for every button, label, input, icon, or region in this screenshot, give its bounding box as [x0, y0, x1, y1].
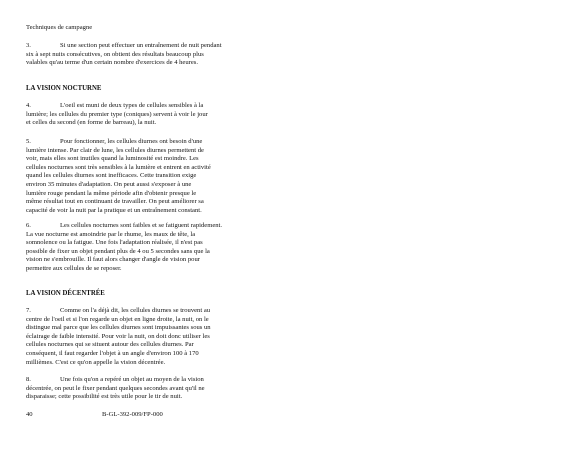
paragraph-line-text: lumière intense. Par clair de lune, les cellules diurnes permettent de [26, 146, 204, 154]
paragraph-line-text: La vue nocturne est amoindrie par le rhume, les maux de tête, la [26, 230, 196, 238]
paragraph-line [26, 164, 262, 173]
paragraph-line-text: conséquent, il faut regarder l'objet à un angle d'environ 100 à 170 [26, 349, 199, 357]
paragraph-line [26, 316, 262, 325]
paragraph-7 [26, 307, 262, 367]
paragraph-number: 4. [26, 102, 31, 109]
paragraph-line-text: même résultat tout en continuant de travailler. On peut améliorer sa [26, 198, 204, 206]
paragraph-line-text: vision ne s'embrouille. Il faut alors changer d'angle de vision pour [26, 256, 200, 264]
paragraph-line-text: voir, mais elles sont inutiles quand la luminosité est moindre. Les [26, 155, 199, 163]
paragraph-line-text: valables qu'au terme d'un certain nombre d'exercices de 4 heures. [26, 59, 198, 67]
paragraph-line [26, 248, 262, 257]
paragraph-line-text: Pour fonctionner, les cellules diurnes ont besoin d'une [60, 138, 203, 145]
paragraph-line-text: permettre aux cellules de se reposer. [26, 264, 122, 272]
paragraph-line-text: Comme on l'a déjà dit, les cellules diurnes se trouvent au [60, 307, 211, 314]
paragraph-line-text: éclairage de faible intensité. Pour voir la nuit, on doit donc utiliser les [26, 332, 210, 340]
paragraph-number: 5. [26, 138, 31, 145]
paragraph-line [26, 138, 262, 147]
paragraph-line [26, 42, 262, 51]
paragraph-line [26, 119, 262, 128]
paragraph-line-text: millièmes. C'est ce qu'on appelle la vision décentrée. [26, 358, 166, 366]
paragraph-line-text: six à sept nuits consécutives, on obtient des résultats beaucoup plus [26, 50, 204, 58]
paragraph-number: 3. [26, 42, 31, 49]
paragraph-line-text: lumière rouge pendant la même période afin d'obtenir presque le [26, 189, 197, 197]
paragraph-line [26, 231, 262, 240]
paragraph-line [26, 155, 262, 164]
paragraph-line [26, 265, 262, 274]
paragraph-line [26, 181, 262, 190]
page-number: 40 [26, 411, 33, 418]
paragraph-line [26, 307, 262, 316]
paragraph-line [26, 102, 262, 111]
paragraph-line-text: distingue mal parce que les cellules diurnes sont impuissantes sous un [26, 324, 211, 332]
paragraph-line-text: cellules nocturnes sont très sensibles à la lumière et entrent en activité [26, 163, 211, 171]
paragraph-line [26, 393, 262, 402]
paragraph-line-text: capacité de voir la nuit par la pratique et un entraînement constant. [26, 206, 202, 214]
paragraph-line [26, 190, 262, 199]
paragraph-number: 6. [26, 222, 31, 229]
paragraph-4 [26, 102, 262, 128]
paragraph-line [26, 172, 262, 181]
paragraph-line [26, 256, 262, 265]
paragraph-line [26, 222, 262, 231]
paragraph-line-text: somnolence ou la fatigue. Une fois l'adaptation réalisée, il n'est pas [26, 239, 203, 247]
paragraph-line-text: et celles du second (en forme de barreau), la nuit. [26, 119, 157, 127]
paragraph-number: 7. [26, 307, 31, 314]
running-header: Techniques de campagne [26, 24, 93, 31]
paragraph-line [26, 376, 262, 385]
paragraph-line-text: L'oeil est muni de deux types de cellules sensibles à la [60, 102, 204, 109]
section-heading-off-center-vision: LA VISION DÉCENTRÉE [26, 290, 105, 297]
paragraph-line-text: Une fois qu'on a repéré un objet au moyen de la vision [60, 376, 204, 383]
paragraph-line [26, 59, 262, 68]
paragraph-line [26, 51, 262, 60]
paragraph-number: 8. [26, 376, 31, 383]
paragraph-line [26, 350, 262, 359]
paragraph-line [26, 324, 262, 333]
paragraph-line [26, 198, 262, 207]
document-code: B-GL-392-009/FP-000 [102, 411, 163, 418]
paragraph-line [26, 239, 262, 248]
paragraph-line [26, 111, 262, 120]
paragraph-line-text: cellules nocturnes qui se situent autour des cellules diurnes. Par [26, 341, 194, 349]
paragraph-line-text: Si une section peut effectuer un entraînement de nuit pendant [60, 42, 222, 49]
paragraph-8 [26, 376, 262, 402]
paragraph-5 [26, 138, 262, 215]
paragraph-line-text: quand les cellules diurnes sont inefficaces. Cette transition exige [26, 172, 197, 180]
paragraph-line-text: environ 35 minutes d'adaptation. On peut aussi s'exposer à une [26, 180, 192, 188]
section-heading-night-vision: LA VISION NOCTURNE [26, 85, 102, 92]
paragraph-line [26, 341, 262, 350]
paragraph-line-text: décentrée, on peut le fixer pendant quelques secondes avant qu'il ne [26, 384, 205, 392]
paragraph-line [26, 207, 262, 216]
paragraph-line-text: Les cellules nocturnes sont faibles et se fatiguent rapidement. [60, 222, 223, 229]
paragraph-line-text: disparaisse; cette possibilité est très utile pour le tir de nuit. [26, 393, 183, 401]
paragraph-line [26, 385, 262, 394]
paragraph-line [26, 333, 262, 342]
paragraph-line [26, 147, 262, 156]
paragraph-line-text: centre de l'oeil et si l'on regarde un objet en ligne droite, la nuit, on le [26, 315, 209, 323]
paragraph-3 [26, 42, 262, 68]
paragraph-6 [26, 222, 262, 274]
paragraph-line [26, 359, 262, 368]
paragraph-line-text: lumière; les cellules du premier type (coniques) servent à voir le jour [26, 110, 208, 118]
paragraph-line-text: possible de fixer un objet pendant plus de 4 ou 5 secondes sans que la [26, 247, 210, 255]
